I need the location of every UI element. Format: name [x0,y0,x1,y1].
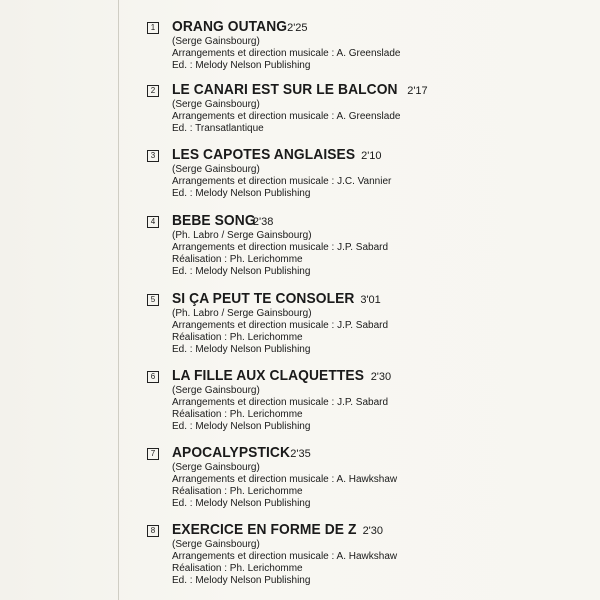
credit-line: Arrangements et direction musicale : J.C. Vannier [172,176,392,187]
credit-line: Arrangements et direction musicale : A. Hawkshaw [172,474,398,485]
track-duration: 2'25 [287,22,308,34]
credit-line: Ed. : Melody Nelson Publishing [172,60,311,71]
track-entry-6 [147,367,587,433]
credit-line: Arrangements et direction musicale : A. Greenslade [172,111,401,122]
credit-line: Réalisation : Ph. Lerichomme [172,563,303,574]
track-heading [147,444,587,461]
track-duration: 2'30 [362,525,384,537]
track-title: APOCALYPSTICK [172,444,291,461]
track-number-box: 3 [147,150,159,162]
credit-line: Réalisation : Ph. Lerichomme [172,486,303,497]
credit-line: Ed. : Melody Nelson Publishing [172,188,311,199]
credit-line: Réalisation : Ph. Lerichomme [172,254,303,265]
credit-line: (Serge Gainsbourg) [172,539,260,550]
credit-line: (Serge Gainsbourg) [172,99,260,110]
track-title: BEBE SONG [172,212,256,229]
track-heading [147,81,587,98]
track-entry-7 [147,444,587,510]
track-credits [172,36,587,72]
track-entry-1 [147,18,587,72]
track-number-box: 6 [147,371,159,383]
credit-line: (Serge Gainsbourg) [172,164,260,175]
credit-line: Ed. : Melody Nelson Publishing [172,266,311,277]
credit-line: (Serge Gainsbourg) [172,462,260,473]
credit-line: Ed. : Melody Nelson Publishing [172,498,311,509]
track-credits [172,385,587,433]
track-entry-2 [147,81,587,135]
track-duration: 2'38 [252,216,274,228]
track-title: ORANG OUTANG [172,18,288,35]
track-credits [172,230,587,278]
track-entry-8 [147,521,587,587]
track-title: LA FILLE AUX CLAQUETTES [172,367,364,384]
track-title: LE CANARI EST SUR LE BALCON [172,81,398,98]
credit-line: (Serge Gainsbourg) [172,385,260,396]
credit-line: Réalisation : Ph. Lerichomme [172,409,303,420]
credit-line: Ed. : Melody Nelson Publishing [172,344,311,355]
track-number-box: 4 [147,216,159,228]
track-title: LES CAPOTES ANGLAISES [172,146,356,163]
credit-line: Arrangements et direction musicale : J.P. Sabard [172,397,389,408]
track-number-box: 2 [147,85,159,97]
track-duration: 3'01 [360,294,381,306]
track-duration: 2'17 [407,85,428,97]
credit-line: (Ph. Labro / Serge Gainsbourg) [172,308,312,319]
credit-line: Ed. : Melody Nelson Publishing [172,421,311,432]
track-number-box: 5 [147,294,159,306]
track-duration: 2'30 [370,371,392,383]
track-entry-3 [147,146,587,200]
credit-line: Réalisation : Ph. Lerichomme [172,332,303,343]
track-duration: 2'10 [361,150,382,162]
credit-line: Ed. : Melody Nelson Publishing [172,575,311,586]
track-heading [147,212,587,229]
track-heading [147,18,587,35]
track-heading [147,367,587,384]
track-number-box: 8 [147,525,159,537]
track-heading [147,290,587,307]
track-number-box: 7 [147,448,159,460]
track-credits [172,462,587,510]
track-credits [172,164,587,200]
track-duration: 2'35 [290,448,311,460]
track-credits [172,308,587,356]
track-number-box: 1 [147,22,159,34]
credit-line: Arrangements et direction musicale : J.P. Sabard [172,242,389,253]
page-fold-line [118,0,119,600]
credit-line: Arrangements et direction musicale : J.P. Sabard [172,320,389,331]
credit-line: Arrangements et direction musicale : A. Greenslade [172,48,401,59]
credit-line: Arrangements et direction musicale : A. Hawkshaw [172,551,398,562]
track-title: SI ÇA PEUT TE CONSOLER [172,290,355,307]
track-credits [172,539,587,587]
track-credits [172,99,587,135]
track-title: EXERCICE EN FORME DE Z [172,521,357,538]
credit-line: (Serge Gainsbourg) [172,36,260,47]
track-heading [147,521,587,538]
track-entry-5 [147,290,587,356]
track-entry-4 [147,212,587,278]
track-heading [147,146,587,163]
credit-line: Ed. : Transatlantique [172,123,264,134]
credit-line: (Ph. Labro / Serge Gainsbourg) [172,230,312,241]
